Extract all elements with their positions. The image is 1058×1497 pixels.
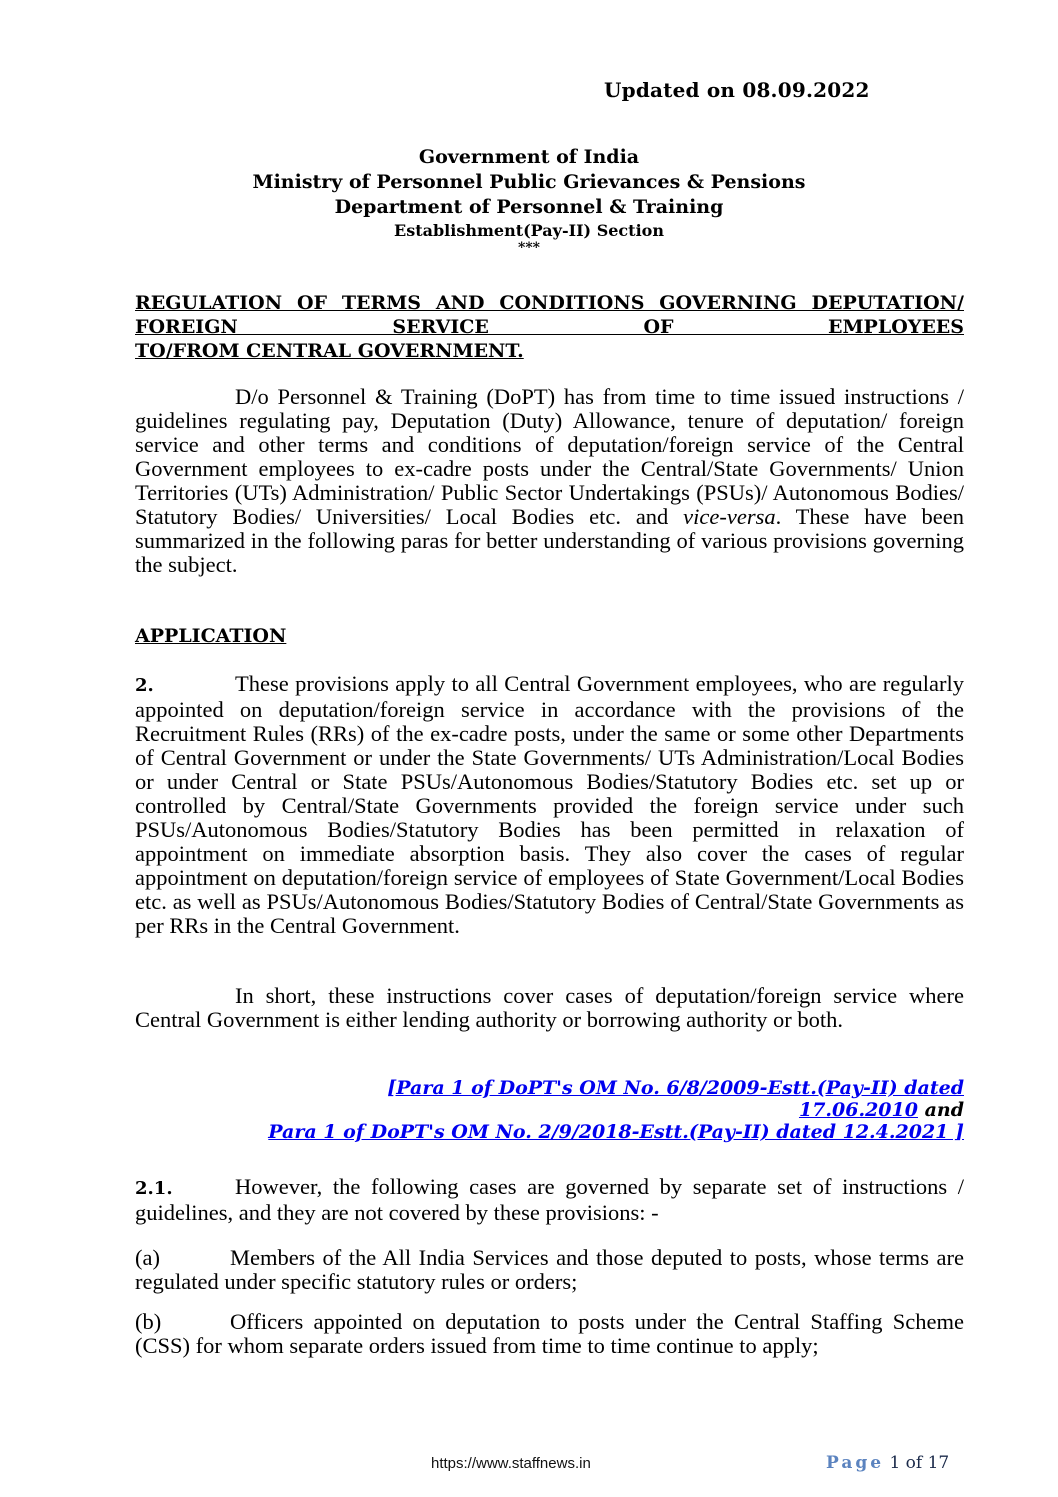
letterhead-section: Establishment(Pay-II) Section <box>394 221 664 240</box>
page-number <box>826 1453 949 1473</box>
document-title <box>135 291 964 363</box>
title-line-2: TO/FROM CENTRAL GOVERNMENT. <box>135 340 524 362</box>
para-number: 2. <box>135 675 154 696</box>
letterhead-separator: *** <box>518 240 540 256</box>
letterhead-government: Government of India <box>418 146 640 168</box>
intro-italic: vice-versa <box>683 504 776 529</box>
list-item-b <box>135 1310 964 1358</box>
list-item-text: Members of the All India Services and those deputed to posts, whose terms are regulated under specific statutory rules or orders; <box>135 1245 964 1294</box>
references <box>135 1077 964 1143</box>
letterhead-department: Department of Personnel & Training <box>334 196 724 218</box>
footer-url: https://www.staffnews.in <box>431 1455 591 1472</box>
reference-link-2[interactable]: Para 1 of DoPT's OM No. 2/9/2018-Estt.(Pay-II) dated 12.4.2021 ] <box>268 1121 964 1143</box>
letterhead-ministry: Ministry of Personnel Public Grievances & Pensions <box>252 171 806 193</box>
letterhead <box>0 145 1058 254</box>
intro-text-2: . These have been summarized in the following paras for better understanding of various provisions governing the subject. <box>135 504 964 577</box>
short-text: In short, these instructions cover cases of deputation/foreign service where Central Government is either lending authority or borrowing authority or both. <box>135 983 964 1032</box>
paragraph-2 <box>135 672 964 938</box>
list-item-text: Officers appointed on deputation to posts under the Central Staffing Scheme (CSS) for whom separate orders issued from time to time continue to apply; <box>135 1309 964 1358</box>
para-2-text: These provisions apply to all Central Government employees, who are regularly appointed on deputation/foreign service in accordance with the provisions of the Recruitment Rules (RRs) of the ex-cadre posts, under the same or some other Departments of Central Government or under the State Governments/ UTs Administration/Local Bodies or under Central or State PSUs/Autonomous Bodies/Statutory Bodies etc. set up or controlled by Central/State Governments provided the foreign service under such PSUs/Autonomous Bodies/Statutory Bodies has been permitted in relaxation of appointment on immediate absorption basis. They also cover the cases of regular appointment on deputation/foreign service of employees of State Government/Local Bodies etc. as well as PSUs/Autonomous Bodies/Statutory Bodies of Central/State Governments as per RRs in the Central Government. <box>135 671 964 938</box>
intro-text-1: D/o Personnel & Training (DoPT) has from time to time issued instructions / guidelines regulating pay, Deputation (Duty) Allowance, tenure of deputation/ foreign service and other terms and conditions of deputation/foreign service of the Central Government employees to ex-cadre posts under the Central/State Governments/ Union Territories (UTs) Administration/ Public Sector Undertakings (PSUs)/ Autonomous Bodies/ Statutory Bodies/ Universities/ Local Bodies etc. and <box>135 384 964 529</box>
para-number: 2.1. <box>135 1178 173 1199</box>
list-item-a <box>135 1246 964 1294</box>
reference-link-1-date[interactable]: 17.06.2010 <box>798 1099 918 1121</box>
section-heading-application: APPLICATION <box>135 625 287 647</box>
paragraph-2-1 <box>135 1175 964 1225</box>
paragraph-short <box>135 984 964 1032</box>
updated-date: Updated on 08.09.2022 <box>604 78 870 102</box>
para-2-1-text: However, the following cases are governed by separate set of instructions / guidelines, and they are not covered by these provisions: - <box>135 1174 964 1225</box>
reference-link-1[interactable]: [Para 1 of DoPT's OM No. 6/8/2009-Estt.(Pay-II) dated <box>387 1077 964 1099</box>
page-label: Page <box>826 1453 885 1473</box>
reference-and: and <box>917 1099 964 1121</box>
page-count: 1 of 17 <box>889 1453 950 1473</box>
list-item-label: (b) <box>135 1309 162 1334</box>
title-line-1: REGULATION OF TERMS AND CONDITIONS GOVERNING DEPUTATION/ FOREIGN SERVICE OF EMPLOYEES <box>135 292 964 338</box>
list-item-label: (a) <box>135 1245 160 1270</box>
intro-paragraph <box>135 385 964 577</box>
